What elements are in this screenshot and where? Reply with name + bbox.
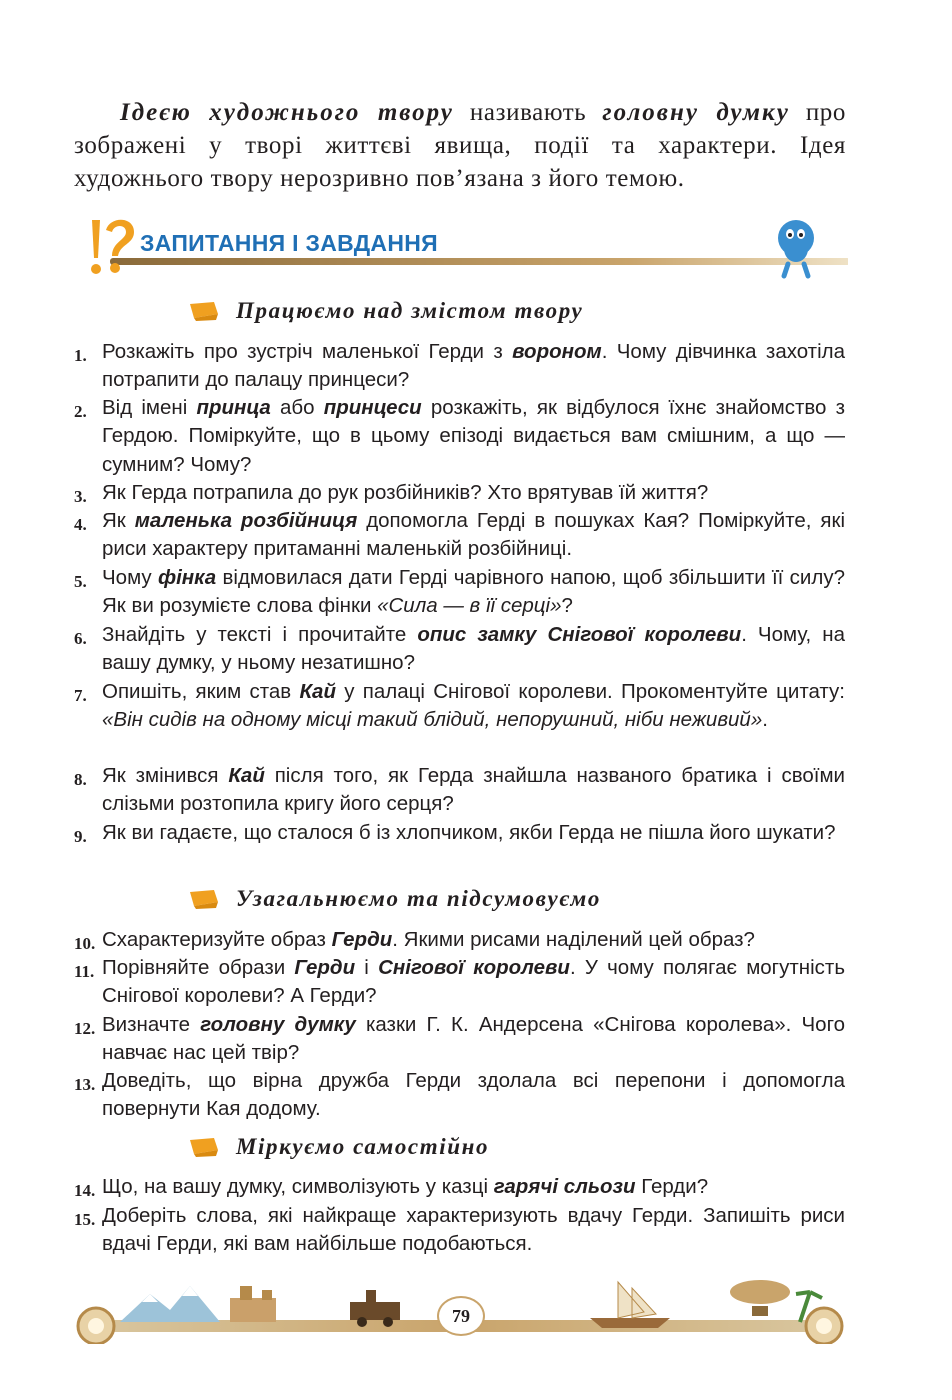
question-14: 14. Що, на вашу думку, символізують у казці гарячі сльози Герди? [74, 1173, 845, 1201]
question-1: 1. Розкажіть про зустріч маленької Герди з вороном. Чому дівчинка захотіла потрапити до палацу принцеси? [74, 340, 845, 392]
question-number: 10. [74, 934, 96, 953]
section-label-2: Узагальнюємо та підсумовуємо [236, 886, 601, 911]
question-13: 13. Доведіть, що вірна дружба Герди здолала всі перепони і допомогла повернути Кая додому. [74, 1069, 845, 1121]
question-10: 10. Схарактеризуйте образ Герди. Якими рисами наділений цей образ? [74, 926, 845, 954]
page-number: 79 [437, 1296, 485, 1336]
mascot-icon [770, 214, 822, 280]
question-number: 3. [74, 487, 87, 506]
question-15: 15. Доберіть слова, які найкраще характеризують вдачу Герди. Запишіть риси вдачі Герди, які вам найбільше подобаються. [74, 1204, 845, 1256]
question-mark-icon [82, 214, 140, 282]
pencil-icon [188, 888, 222, 910]
question-number: 14. [74, 1181, 96, 1200]
question-number: 12. [74, 1019, 96, 1038]
question-number: 1. [74, 346, 87, 365]
section-label-1: Працюємо над змістом твору [236, 298, 584, 323]
intro-paragraph [74, 96, 846, 195]
question-number: 15. [74, 1210, 96, 1229]
pencil-icon [188, 300, 222, 322]
question-7: 7. Опишіть, яким став Кай у палаці Снігової королеви. Прокоментуйте цитату: «Він сидів на одному місці такий блідий, непорушний, ніби неживий». [74, 680, 845, 732]
question-4: 4. Як маленька розбійниця допомогла Герді в пошуках Кая? Поміркуйте, які риси характеру притаманні маленькій розбійниці. [74, 509, 846, 561]
question-number: 4. [74, 515, 87, 534]
pencil-icon [188, 1136, 222, 1158]
question-number: 7. [74, 686, 87, 705]
question-number: 6. [74, 629, 87, 648]
intro-keyword: головну думку [602, 99, 790, 126]
banner-title: ЗАПИТАННЯ І ЗАВДАННЯ [140, 230, 438, 256]
question-number: 9. [74, 827, 87, 846]
question-5: 5. Чому фінка відмовилася дати Герді чарівного напою, щоб збільшити її силу? Як ви розумієте слова фінки «Сила — в її серці»? [74, 566, 845, 618]
question-number: 13. [74, 1075, 96, 1094]
question-8: 8. Як змінився Кай після того, як Герда знайшла названого братика і своїми слізьми розтопила кригу його серця? [74, 764, 845, 816]
question-number: 2. [74, 402, 87, 421]
question-number: 8. [74, 770, 87, 789]
question-11: 11. Порівняйте образи Герди і Снігової королеви. У чому полягає могутність Снігової королеви? А Герди? [74, 956, 845, 1008]
questions-banner [82, 214, 848, 284]
section-label-3: Міркуємо самостійно [236, 1134, 490, 1159]
intro-term: Ідеєю художнього твору [120, 99, 454, 126]
question-number: 11. [74, 962, 95, 981]
section-heading-1 [188, 296, 583, 326]
intro-rest: про зображені у творі життєві явища, події та характери. Ідея художнього твору нерозривно пов’язана з його темою. [74, 99, 847, 192]
question-6: 6. Знайдіть у тексті і прочитайте опис замку Снігової королеви. Чому, на вашу думку, у ньому незатишно? [74, 623, 845, 675]
question-12: 12. Визначте головну думку казки Г. К. Андерсена «Снігова королева». Чого навчає нас цей твір? [74, 1013, 845, 1065]
question-number: 5. [74, 572, 87, 591]
question-9: 9. Як ви гадаєте, що сталося б із хлопчиком, якби Герда не пішла його шукати? [74, 819, 845, 847]
section-heading-3 [188, 1132, 489, 1162]
question-3: 3. Як Герда потрапила до рук розбійників? Хто врятував їй життя? [74, 479, 845, 507]
intro-middle: називають [453, 99, 603, 126]
question-2: 2. Від імені принца або принцеси розкажіть, як відбулося їхнє знайомство з Гердою. Поміркуйте, що в цьому епізоді видається вам смішним, а що — сумним? Чому? [74, 396, 845, 476]
section-heading-2 [188, 884, 601, 914]
